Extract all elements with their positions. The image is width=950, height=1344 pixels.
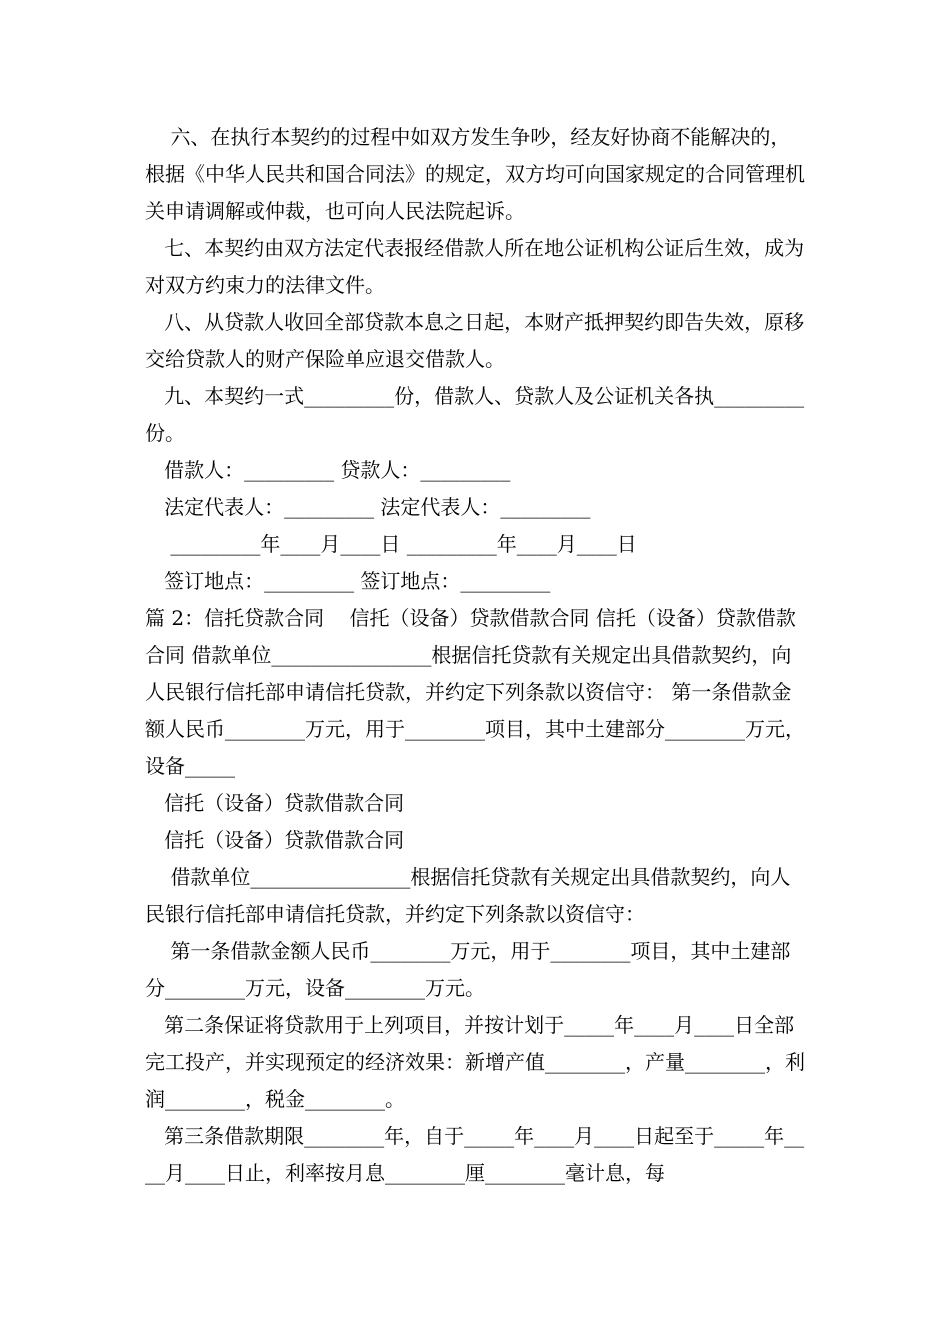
article-3: 第三条借款期限________年，自于_____年____月____日起至于_____年____月____日止，利率按月息________厘________毫计息，每 [145, 1124, 805, 1185]
article-2-intro: 篇 2：信托贷款合同 信托（设备）贷款借款合同 信托（设备）贷款借款合同 借款单位________________根据信托贷款有关规定出具借款契约，向人民银行信托部申请信托贷款，并约定下列条款以资信守： 第一条借款金额人民币________万元，用于________项目，其中土建部分________万元，设备_____ [145, 606, 805, 778]
clause-6: 六、在执行本契约的过程中如双方发生争吵，经友好协商不能解决的，根据《中华人民共和国合同法》的规定，双方均可向国家规定的合同管理机关申请调解或仲裁，也可向人民法院起诉。 [145, 125, 805, 223]
article-2: 第二条保证将贷款用于上列项目，并按计划于_____年____月____日全部完工投产，并实现预定的经济效果：新增产值________，产量________，利润________，税金________。 [145, 1013, 805, 1111]
signature-borrower-lender: 借款人：_________ 贷款人：_________ [145, 458, 511, 482]
clause-7: 七、本契约由双方法定代表报经借款人所在地公证机构公证后生效，成为对双方约束力的法律文件。 [145, 236, 805, 297]
article-1: 第一条借款金额人民币________万元，用于________项目，其中土建部分________万元，设备________万元。 [145, 939, 791, 1000]
signature-legal-representatives: 法定代表人：_________ 法定代表人：_________ [145, 495, 591, 519]
contract-title-1: 信托（设备）贷款借款合同 [145, 791, 405, 815]
clause-8: 八、从贷款人收回全部贷款本息之日起，本财产抵押契约即告失效，原移交给贷款人的财产保险单应退交借款人。 [145, 310, 805, 371]
contract-title-2: 信托（设备）贷款借款合同 [145, 828, 405, 852]
borrower-statement: 借款单位________________根据信托贷款有关规定出具借款契约，向人民银行信托部申请信托贷款，并约定下列条款以资信守： [145, 865, 791, 926]
clause-9: 九、本契约一式_________份，借款人、贷款人及公证机关各执_________份。 [145, 384, 805, 445]
signature-places: 签订地点：_________ 签订地点：_________ [145, 569, 551, 593]
signature-dates: _________年____月____日 _________年____月____日 [145, 532, 637, 556]
